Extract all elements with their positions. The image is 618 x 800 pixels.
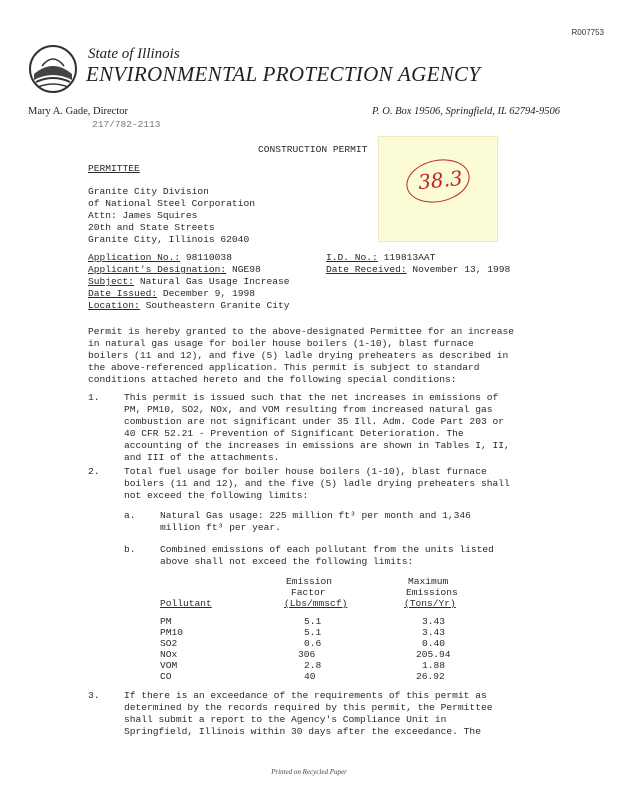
- permit-subject: Subject: Natural Gas Usage Increase: [88, 276, 290, 287]
- agency-phone: 217/782-2113: [92, 119, 161, 130]
- subcondition-letter: a.: [124, 510, 136, 521]
- condition-line: Springfield, Illinois within 30 days after the exceedance. The: [124, 726, 481, 737]
- table-cell-factor: 306: [298, 649, 316, 660]
- condition-number: 2.: [88, 466, 100, 477]
- condition-line: combustion are not significant under 35 Ill. Adm. Code Part 203 or: [124, 416, 504, 427]
- condition-line: not exceed the following limits:: [124, 490, 309, 501]
- table-cell-factor: 40: [304, 671, 316, 682]
- table-cell-factor: 2.8: [304, 660, 322, 671]
- director-name: Mary A. Gade, Director: [28, 106, 129, 117]
- intro-line: in natural gas usage for boiler house boilers (1-10), blast furnace: [88, 338, 474, 349]
- subcondition-line: million ft³ per year.: [160, 522, 281, 533]
- condition-line: shall submit a report to the Agency's Compliance Unit in: [124, 714, 447, 725]
- condition-line: If there is an exceedance of the requirements of this permit as: [124, 690, 487, 701]
- intro-line: boilers (11 and 12), and five (5) ladle drying preheaters as described in: [88, 350, 509, 361]
- table-cell-pollutant: PM: [160, 616, 172, 627]
- table-header: (Tons/Yr): [404, 598, 456, 609]
- permittee-line: Granite City Division: [88, 186, 209, 197]
- table-header: Maximum: [408, 576, 449, 587]
- applicant-designation: Applicant's Designation: NGE98: [88, 264, 261, 275]
- permittee-label: PERMITTEE: [88, 163, 140, 174]
- table-cell-pollutant: CO: [160, 671, 172, 682]
- permittee-line: 20th and State Streets: [88, 222, 215, 233]
- date-received: Date Received: November 13, 1998: [326, 264, 511, 275]
- table-cell-pollutant: NOx: [160, 649, 178, 660]
- table-cell-max: 1.88: [422, 660, 446, 671]
- table-cell-pollutant: SO2: [160, 638, 178, 649]
- table-cell-max: 3.43: [422, 627, 446, 638]
- table-cell-max: 205.94: [416, 649, 451, 660]
- table-header: Emission: [286, 576, 333, 587]
- subcondition-line: Combined emissions of each pollutant from the units listed: [160, 544, 494, 555]
- table-cell-factor: 5.1: [304, 616, 322, 627]
- condition-line: PM, PM10, SO2, NOx, and VOM resulting from increased natural gas: [124, 404, 493, 415]
- condition-line: Total fuel usage for boiler house boilers (1-10), blast furnace: [124, 466, 487, 477]
- condition-line: accounting of the increases in emissions are shown in Tables I, II,: [124, 440, 510, 451]
- document-id: R007753: [571, 28, 604, 37]
- table-cell-max: 26.92: [416, 671, 445, 682]
- permit-title: CONSTRUCTION PERMIT: [258, 144, 368, 155]
- permit-location: Location: Southeastern Granite City: [88, 300, 290, 311]
- condition-line: boilers (11 and 12), and the five (5) ladle drying preheaters shall: [124, 478, 510, 489]
- condition-number: 1.: [88, 392, 100, 403]
- agency-name: ENVIRONMENTAL PROTECTION AGENCY: [86, 62, 481, 86]
- subcondition-line: above shall not exceed the following limits:: [160, 556, 414, 567]
- agency-address: P. O. Box 19506, Springfield, IL 62794-9506: [371, 106, 560, 117]
- table-cell-max: 3.43: [422, 616, 446, 627]
- condition-line: This permit is issued such that the net increases in emissions of: [124, 392, 499, 403]
- permittee-line: Attn: James Squires: [88, 210, 198, 221]
- subcondition-line: Natural Gas usage: 225 million ft³ per month and 1,346: [160, 510, 471, 521]
- table-cell-pollutant: VOM: [160, 660, 178, 671]
- table-cell-factor: 0.6: [304, 638, 322, 649]
- table-header: Emissions: [406, 587, 458, 598]
- table-header: (Lbs/mmscf): [284, 598, 348, 609]
- handwritten-number: 38.3: [416, 165, 464, 195]
- permittee-line: of National Steel Corporation: [88, 198, 255, 209]
- table-header: Pollutant: [160, 598, 212, 609]
- table-header: Factor: [291, 587, 326, 598]
- intro-line: conditions attached hereto and the following special conditions:: [88, 374, 457, 385]
- epa-logo-icon: [28, 44, 78, 94]
- permittee-line: Granite City, Illinois 62040: [88, 234, 250, 245]
- recycled-paper-note: Printed on Recycled Paper: [271, 768, 347, 776]
- application-number: Application No.: 98110038: [88, 252, 232, 263]
- date-issued: Date Issued: December 9, 1998: [88, 288, 255, 299]
- subcondition-letter: b.: [124, 544, 136, 555]
- state-name: State of Illinois: [88, 46, 180, 62]
- condition-line: and III of the attachments.: [124, 452, 280, 463]
- intro-line: the above-referenced application. This permit is subject to standard: [88, 362, 480, 373]
- table-cell-max: 0.40: [422, 638, 446, 649]
- table-cell-factor: 5.1: [304, 627, 322, 638]
- intro-line: Permit is hereby granted to the above-designated Permittee for an increase: [88, 326, 515, 337]
- condition-line: 40 CFR 52.21 - Prevention of Significant Deterioration. The: [124, 428, 464, 439]
- condition-line: determined by the records required by this permit, the Permittee: [124, 702, 493, 713]
- condition-number: 3.: [88, 690, 100, 701]
- id-number: I.D. No.: 119813AAT: [326, 252, 436, 263]
- table-cell-pollutant: PM10: [160, 627, 184, 638]
